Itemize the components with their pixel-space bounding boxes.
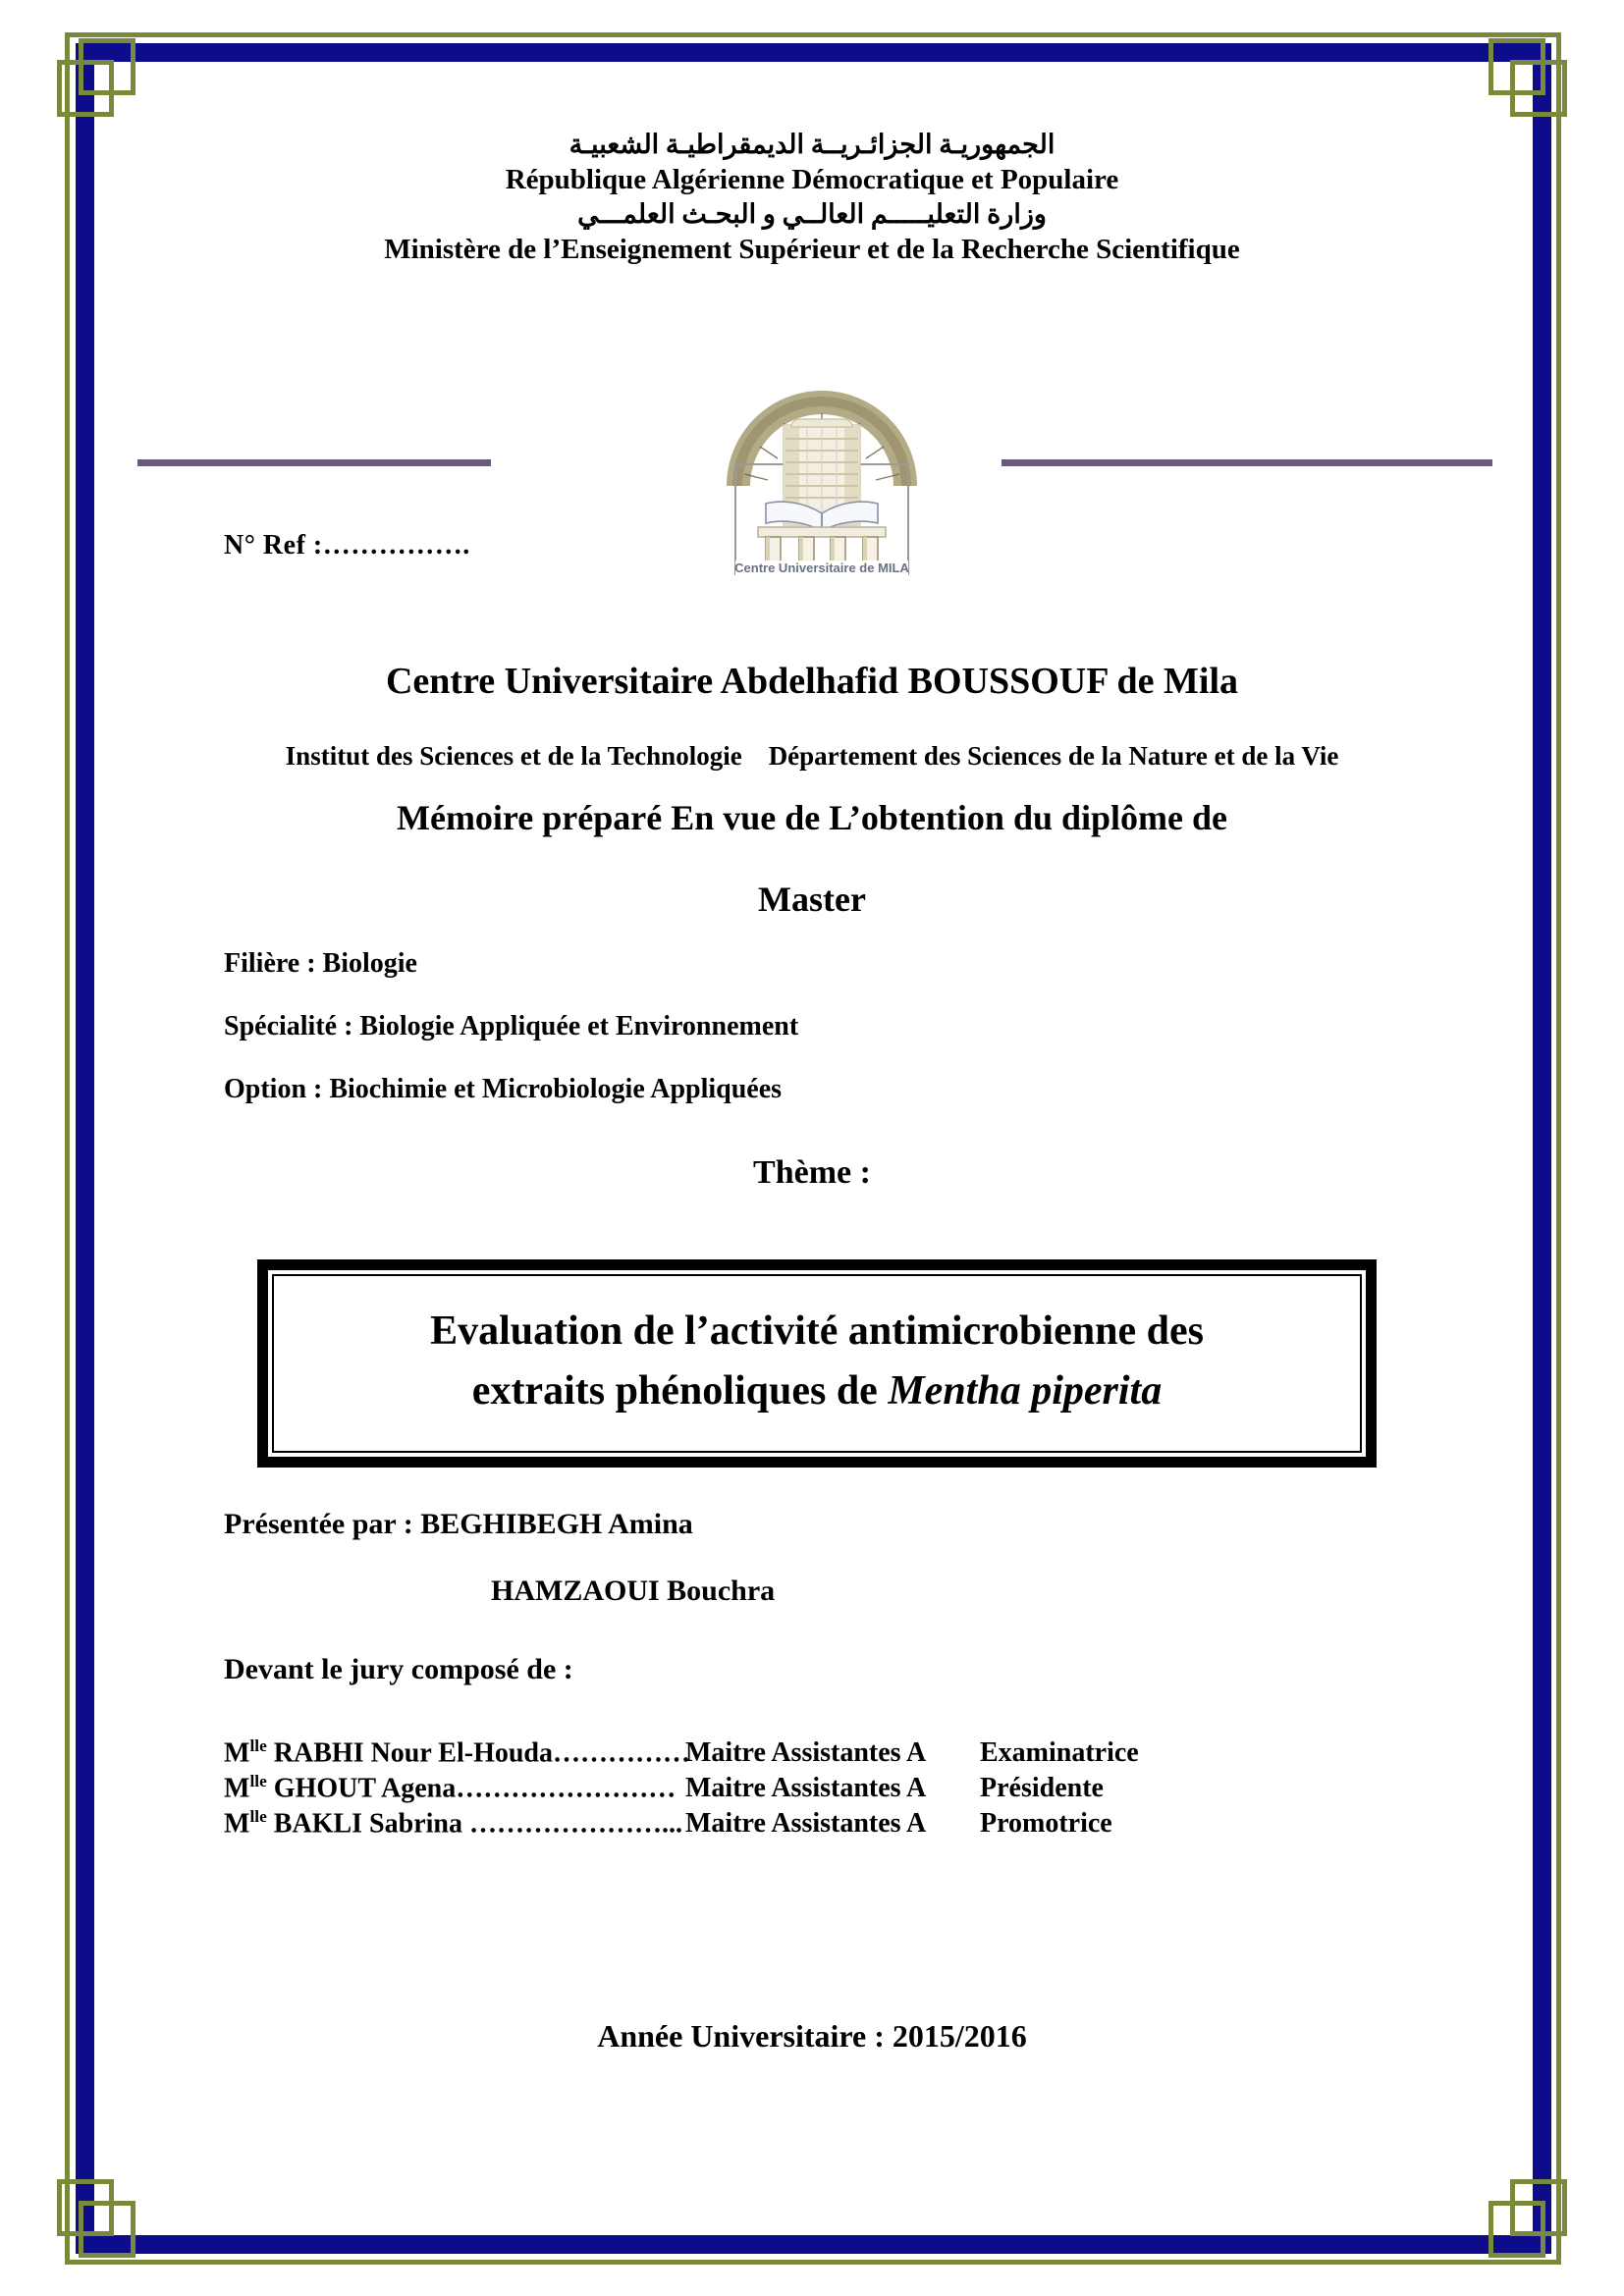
ministry-header: [147, 88, 1477, 268]
jury-heading: Devant le jury composé de :: [224, 1653, 573, 1685]
jury-member-name: [224, 1735, 691, 1771]
corner-knot-icon: [57, 2179, 114, 2236]
jury-member-role: Promotrice: [980, 1807, 1112, 1839]
jury-row: [224, 1806, 1139, 1842]
corner-knot-icon: [1489, 2201, 1545, 2258]
header-arabic-republic: الجمهوريـة الجزائـريــة الديمقراطيـة الشعبيـة: [568, 130, 1056, 159]
jury-member-grade: Maitre Assistantes A: [685, 1807, 927, 1839]
header-french-republic: République Algérienne Démocratique et Populaire: [505, 163, 1119, 195]
option-line: Option : Biochimie et Microbiologie Appliquées: [224, 1074, 783, 1104]
jury-honorific: M: [224, 1737, 250, 1769]
academic-year: Année Universitaire : 2015/2016: [597, 2018, 1027, 2054]
filiere-line: Filière : Biologie: [224, 948, 417, 979]
header-rule-left: [137, 459, 491, 466]
memoire-statement: Mémoire préparé En vue de L’obtention du diplôme de: [396, 798, 1228, 837]
jury-honorific-suffix: lle: [249, 1736, 267, 1755]
jury-member-fullname: BAKLI Sabrina …………………...: [266, 1808, 682, 1840]
reference-number: N° Ref :…………….: [224, 530, 470, 561]
corner-knot-icon: [79, 38, 135, 95]
program-details: [224, 948, 798, 1137]
jury-honorific: M: [224, 1773, 250, 1804]
jury-member-fullname: RABHI Nour El-Houda……………: [266, 1737, 691, 1769]
header-arabic-ministry: وزارة التعليـــــم العالــي و البحـث العلمـــي: [577, 198, 1047, 229]
thesis-title-box: [257, 1259, 1377, 1468]
university-logo: [709, 368, 935, 584]
jury-member-fullname: GHOUT Agena……………………: [266, 1773, 677, 1804]
corner-knot-icon: [1489, 38, 1545, 95]
jury-member-name: [224, 1806, 685, 1842]
header-rule-right: [1001, 459, 1492, 466]
author-2: HAMZAOUI Bouchra: [491, 1575, 776, 1607]
jury-member-grade: Maitre Assistantes A: [685, 1737, 927, 1768]
header-french-ministry: Ministère de l’Enseignement Supérieur et de la Recherche Scientifique: [384, 233, 1240, 265]
jury-row: [224, 1771, 1139, 1806]
institute-name: Institut des Sciences et de la Technologie: [285, 741, 742, 771]
jury-list: [224, 1735, 1139, 1842]
university-building-logo-icon: [709, 368, 935, 584]
jury-member-role: Présidente: [980, 1772, 1104, 1803]
specialite-line: Spécialité : Biologie Appliquée et Environnement: [224, 1011, 799, 1041]
presentee-label: Présentée par :: [224, 1508, 421, 1540]
border-corner-bottom-left: [57, 2163, 165, 2271]
corner-knot-icon: [79, 2201, 135, 2258]
thesis-title-line-1: Evaluation de l’activité antimicrobienne des: [430, 1308, 1204, 1354]
thesis-title-inner-frame: [272, 1274, 1362, 1453]
theme-label: Thème :: [753, 1154, 871, 1191]
institute-department-line: [0, 741, 1624, 772]
jury-member-grade: Maitre Assistantes A: [685, 1772, 927, 1803]
logo-caption: Centre Universitaire de MILA: [734, 561, 909, 575]
jury-honorific-suffix: lle: [249, 1806, 267, 1826]
jury-row: [224, 1735, 1139, 1771]
corner-knot-icon: [1510, 60, 1567, 117]
university-name: Centre Universitaire Abdelhafid BOUSSOUF de Mila: [385, 661, 1239, 702]
jury-honorific-suffix: lle: [249, 1771, 267, 1790]
jury-member-name: [224, 1771, 685, 1806]
author-1: BEGHIBEGH Amina: [420, 1508, 693, 1540]
degree-level: Master: [758, 880, 866, 919]
thesis-title-line-2: [299, 1362, 1334, 1421]
thesis-title-prefix: extraits phénoliques de: [471, 1367, 889, 1414]
authors-line: [224, 1508, 693, 1541]
corner-knot-icon: [57, 60, 114, 117]
jury-member-role: Examinatrice: [980, 1737, 1139, 1768]
thesis-title-species: Mentha piperita: [888, 1367, 1163, 1414]
corner-knot-icon: [1510, 2179, 1567, 2236]
border-corner-bottom-right: [1459, 2163, 1567, 2271]
department-name: Département des Sciences de la Nature et de la Vie: [768, 741, 1339, 771]
jury-honorific: M: [224, 1808, 250, 1840]
